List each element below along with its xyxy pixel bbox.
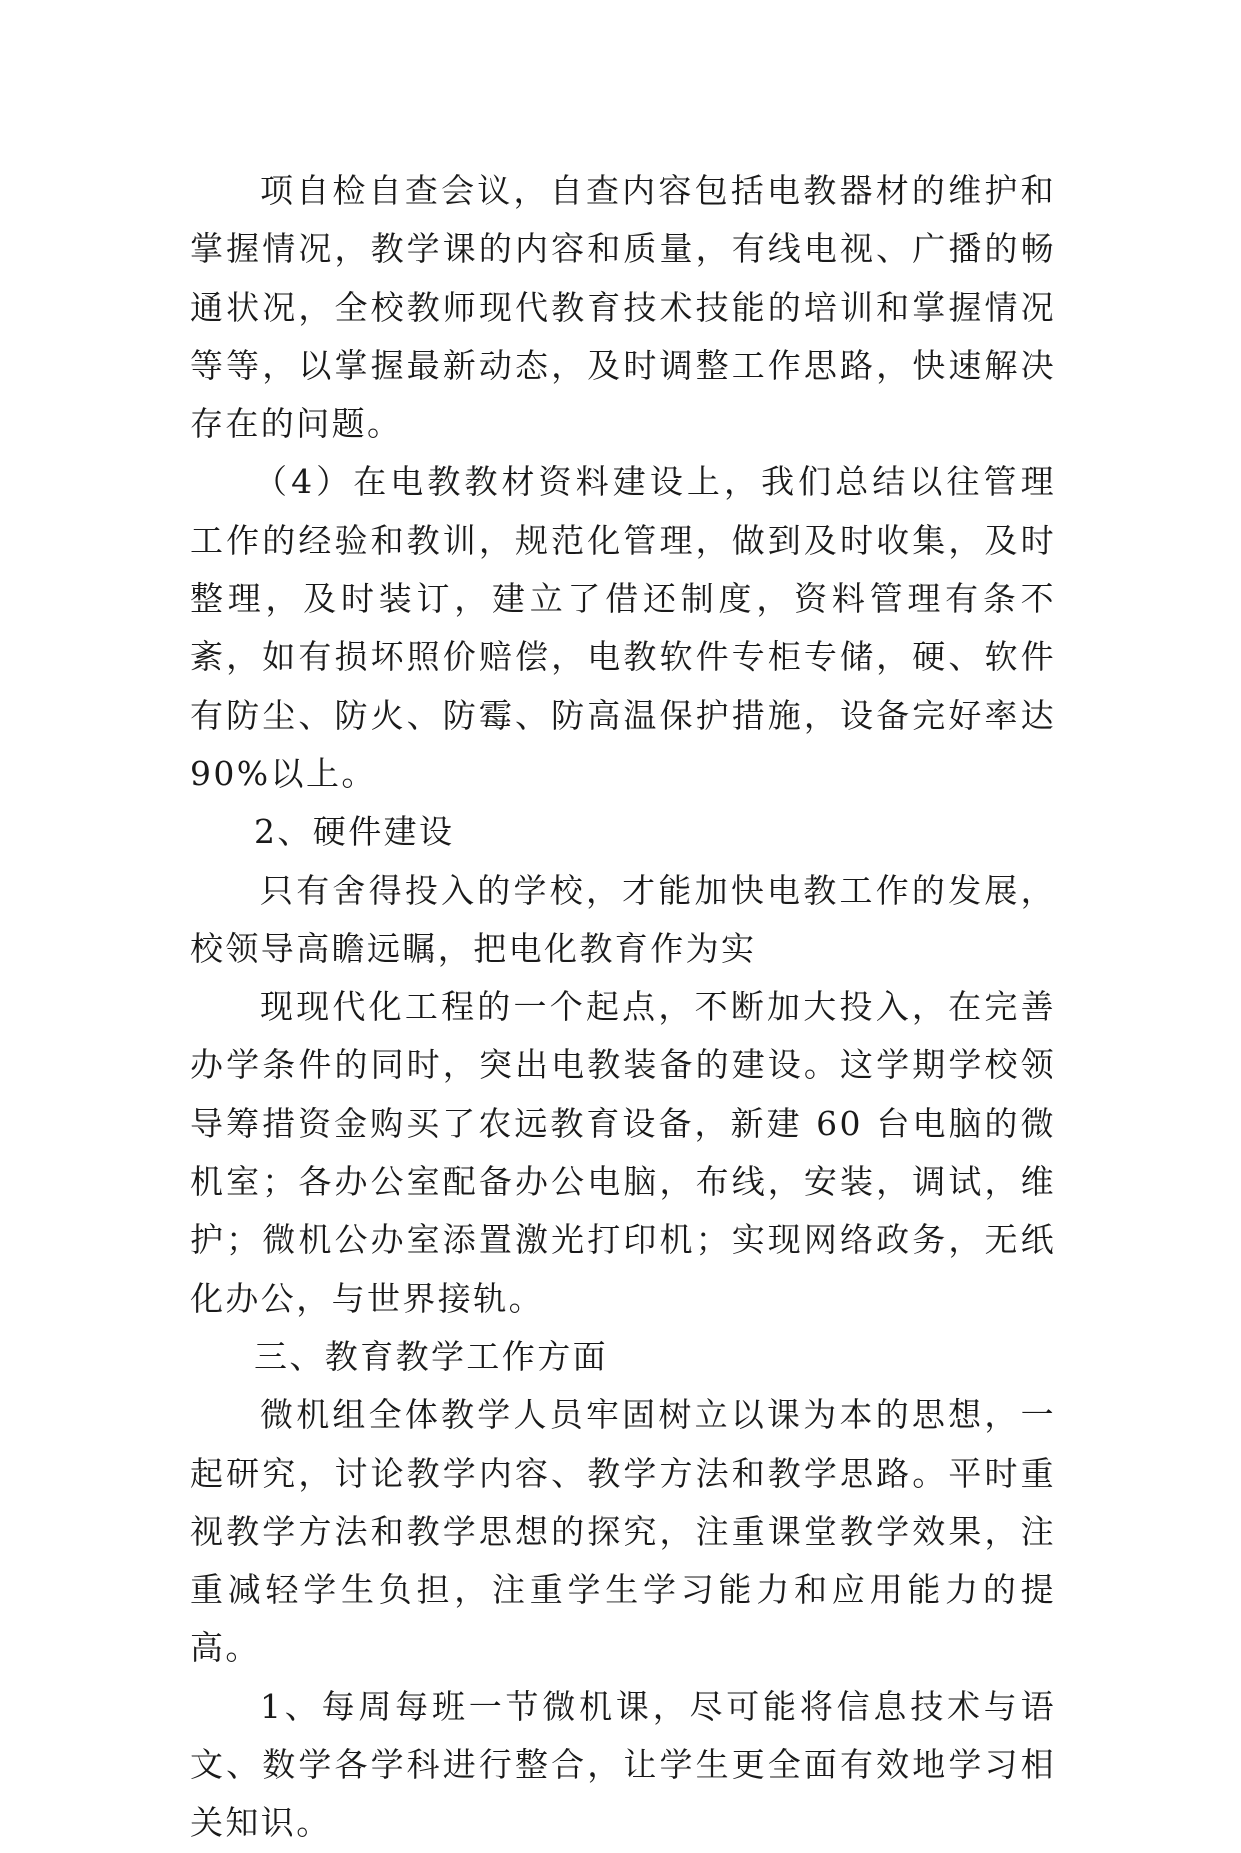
paragraph-self-inspection: 项自检自查会议，自查内容包括电教器材的维护和掌握情况，教学课的内容和质量，有线电视、广播的畅通状况，全校教师现代教育技术技能的培训和掌握情况等等，以掌握最新动态，及时调整工作思路，快速解决存在的问题。 [190, 171, 1056, 444]
heading-teaching: 三、教育教学工作方面 [254, 1336, 608, 1376]
paragraph-materials: （4）在电教教材资料建设上，我们总结以往管理工作的经验和教训，规范化管理，做到及时收集，及时整理，及时装订，建立了借还制度，资料管理有条不紊，如有损坏照价赔偿，电教软件专柜专储，硬、软件有防尘、防火、防霉、防高温保护措施，设备完好率达 90%以上。 [190, 462, 1056, 793]
paragraph-modernization: 现现代化工程的一个起点，不断加大投入，在完善办学条件的同时，突出电教装备的建设。这学期学校领导筹措资金购买了农远教育设备，新建 60 台电脑的微机室；各办公室配备办公电脑，布线，安装，调试，维护；微机公办室添置激光打印机；实现网络政务，无纸化办公，与世界接轨。 [190, 987, 1056, 1318]
paragraph-weekly-class: 1、每周每班一节微机课，尽可能将信息技术与语文、数学各学科进行整合，让学生更全面有效地学习相关知识。 [190, 1686, 1056, 1843]
heading-hardware: 2、硬件建设 [254, 812, 455, 852]
paragraph-investment: 只有舍得投入的学校，才能加快电教工作的发展，校领导高瞻远瞩，把电化教育作为实 [190, 870, 1056, 968]
document-body [190, 162, 1056, 1853]
paragraph-teaching-staff: 微机组全体教学人员牢固树立以课为本的思想，一起研究，讨论教学内容、教学方法和教学思路。平时重视教学方法和教学思想的探究，注重课堂教学效果，注重减轻学生负担，注重学生学习能力和应用能力的提高。 [190, 1395, 1056, 1668]
